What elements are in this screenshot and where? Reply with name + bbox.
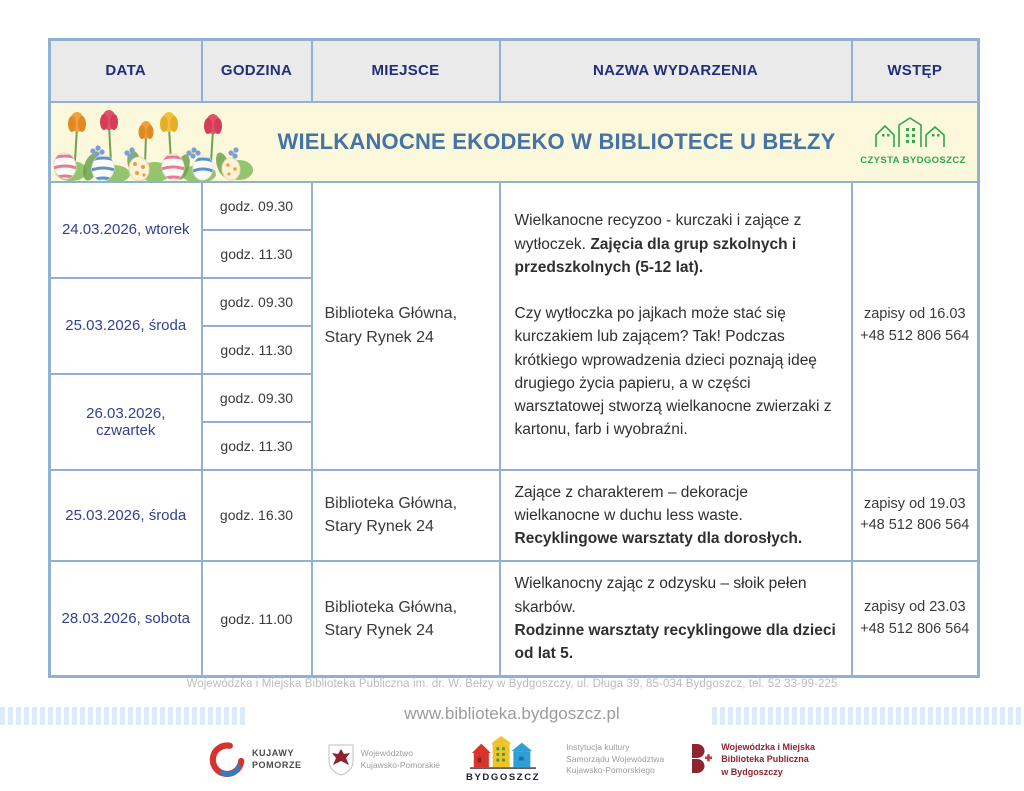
event-description-bold: Rodzinne warsztaty recyklingowe dla dzieci od lat 5. bbox=[514, 621, 836, 662]
place-cell: Biblioteka Główna, Stary Rynek 24 bbox=[312, 470, 500, 562]
biblioteka-line3: w Bydgoszczy bbox=[721, 766, 783, 777]
event-description-text: Wielkanocny zając z odzysku – słoik pełen skarbów. bbox=[514, 575, 807, 616]
czysta-bydgoszcz-logo bbox=[857, 117, 977, 166]
column-header-wstep: WSTĘP bbox=[852, 40, 979, 102]
table-row bbox=[50, 470, 979, 562]
instytucja-kultury-label bbox=[566, 742, 664, 776]
bydgoszcz-logo bbox=[466, 736, 540, 783]
time-cell: godz. 16.30 bbox=[202, 470, 312, 562]
banner-row bbox=[50, 102, 979, 182]
event-description-cell bbox=[500, 470, 852, 562]
time-cell: godz. 11.00 bbox=[202, 561, 312, 677]
column-header-data: DATA bbox=[50, 40, 202, 102]
kujawy-pomorze-swirl-icon bbox=[209, 742, 245, 778]
event-description-bold: Recyklingowe warsztaty dla dorosłych. bbox=[514, 530, 803, 547]
date-cell: 24.03.2026, wtorek bbox=[50, 182, 202, 278]
phone-number: +48 512 806 564 bbox=[860, 327, 970, 344]
instytucja-line1: Instytucja kultury bbox=[566, 742, 630, 753]
table-header-row bbox=[50, 40, 979, 102]
admission-cell bbox=[852, 182, 979, 470]
green-houses-icon bbox=[868, 117, 958, 149]
easter-flowers-image bbox=[51, 109, 256, 181]
library-address-line: Wojewódzka i Miejska Biblioteka Publiczna im. dr. W. Bełzy w Bydgoszczy, ul. Długa 39, 85-034 Bydgoszcz, tel. 52 33-99-225 bbox=[186, 678, 838, 690]
kujawy-label-line2: POMORZE bbox=[251, 759, 302, 770]
admission-cell bbox=[852, 561, 979, 677]
signup-date: zapisy od 23.03 bbox=[863, 599, 966, 615]
date-cell: 25.03.2026, środa bbox=[50, 278, 202, 374]
event-description-cell bbox=[500, 561, 852, 677]
bydgoszcz-label: BYDGOSZCZ bbox=[466, 772, 541, 783]
date-cell: 28.03.2026, sobota bbox=[50, 561, 202, 677]
coat-of-arms-icon bbox=[328, 744, 354, 776]
instytucja-line3: Kujawsko-Pomorskiego bbox=[566, 765, 655, 776]
phone-number: +48 512 806 564 bbox=[860, 517, 970, 534]
place-cell: Biblioteka Główna, Stary Rynek 24 bbox=[312, 561, 500, 677]
partner-logos-row bbox=[0, 736, 1024, 783]
biblioteka-logo bbox=[690, 741, 815, 777]
biblioteka-line2: Biblioteka Publiczna bbox=[721, 754, 809, 765]
column-header-nazwa-wydarzenia: NAZWA WYDARZENIA bbox=[500, 40, 852, 102]
library-b-icon bbox=[690, 743, 714, 775]
banner-title: WIELKANOCNE EKODEKO W BIBLIOTECE U BEŁZY bbox=[277, 128, 836, 154]
wojewodztwo-label-line1: Województwo bbox=[360, 748, 413, 759]
kujawy-pomorze-logo bbox=[209, 742, 302, 778]
banner-cell bbox=[50, 102, 979, 182]
wojewodztwo-label-line2: Kujawsko-Pomorskie bbox=[360, 759, 441, 770]
instytucja-line2: Samorządu Województwa bbox=[566, 753, 665, 764]
time-cell: godz. 09.30 bbox=[202, 182, 312, 230]
phone-number: +48 512 806 564 bbox=[860, 620, 970, 637]
column-header-godzina: GODZINA bbox=[202, 40, 312, 102]
event-description-paragraph-2: Czy wytłoczka po jajkach może stać się kurczakiem lub zającem? Tak! Podczas krótkiego wprowadzenia dzieci poznają ideę drugiego życia papieru, a w części warsztatowej stworzą wielkanocne zwierzaki z kartonu, farb i wyobraźni. bbox=[514, 305, 832, 439]
czysta-bydgoszcz-label: CZYSTA BYDGOSZCZ bbox=[860, 155, 966, 166]
table-row bbox=[50, 182, 979, 230]
table-row bbox=[50, 561, 979, 677]
place-cell: Biblioteka Główna, Stary Rynek 24 bbox=[312, 182, 500, 470]
events-table bbox=[48, 38, 980, 678]
time-cell: godz. 09.30 bbox=[202, 374, 312, 422]
time-cell: godz. 09.30 bbox=[202, 278, 312, 326]
date-cell: 25.03.2026, środa bbox=[50, 470, 202, 562]
time-cell: godz. 11.30 bbox=[202, 326, 312, 374]
biblioteka-line1: Wojewódzka i Miejska bbox=[721, 742, 816, 753]
wojewodztwo-logo bbox=[328, 744, 440, 776]
event-description-paragraph-1: Wielkanocne recyzoo - kurczaki i zające z wytłoczek. Zajęcia dla grup szkolnych i przedszkolnych (5-12 lat). bbox=[514, 212, 802, 276]
column-header-miejsce: MIEJSCE bbox=[312, 40, 500, 102]
signup-date: zapisy od 16.03 bbox=[863, 305, 966, 322]
date-cell: 26.03.2026, czwartek bbox=[50, 374, 202, 470]
kujawy-label-line1: KUJAWY bbox=[251, 747, 295, 758]
bydgoszcz-houses-icon bbox=[470, 736, 536, 770]
time-cell: godz. 11.30 bbox=[202, 422, 312, 470]
admission-cell bbox=[852, 470, 979, 562]
event-description-cell bbox=[500, 182, 852, 470]
easter-flowers-illustration bbox=[51, 103, 256, 181]
time-cell: godz. 11.30 bbox=[202, 230, 312, 278]
signup-date: zapisy od 19.03 bbox=[863, 495, 966, 512]
event-description-text: Zające z charakterem – dekoracje wielkanocne w duchu less waste. bbox=[514, 483, 748, 524]
website-url: www.biblioteka.bydgoszcz.pl bbox=[404, 704, 620, 723]
